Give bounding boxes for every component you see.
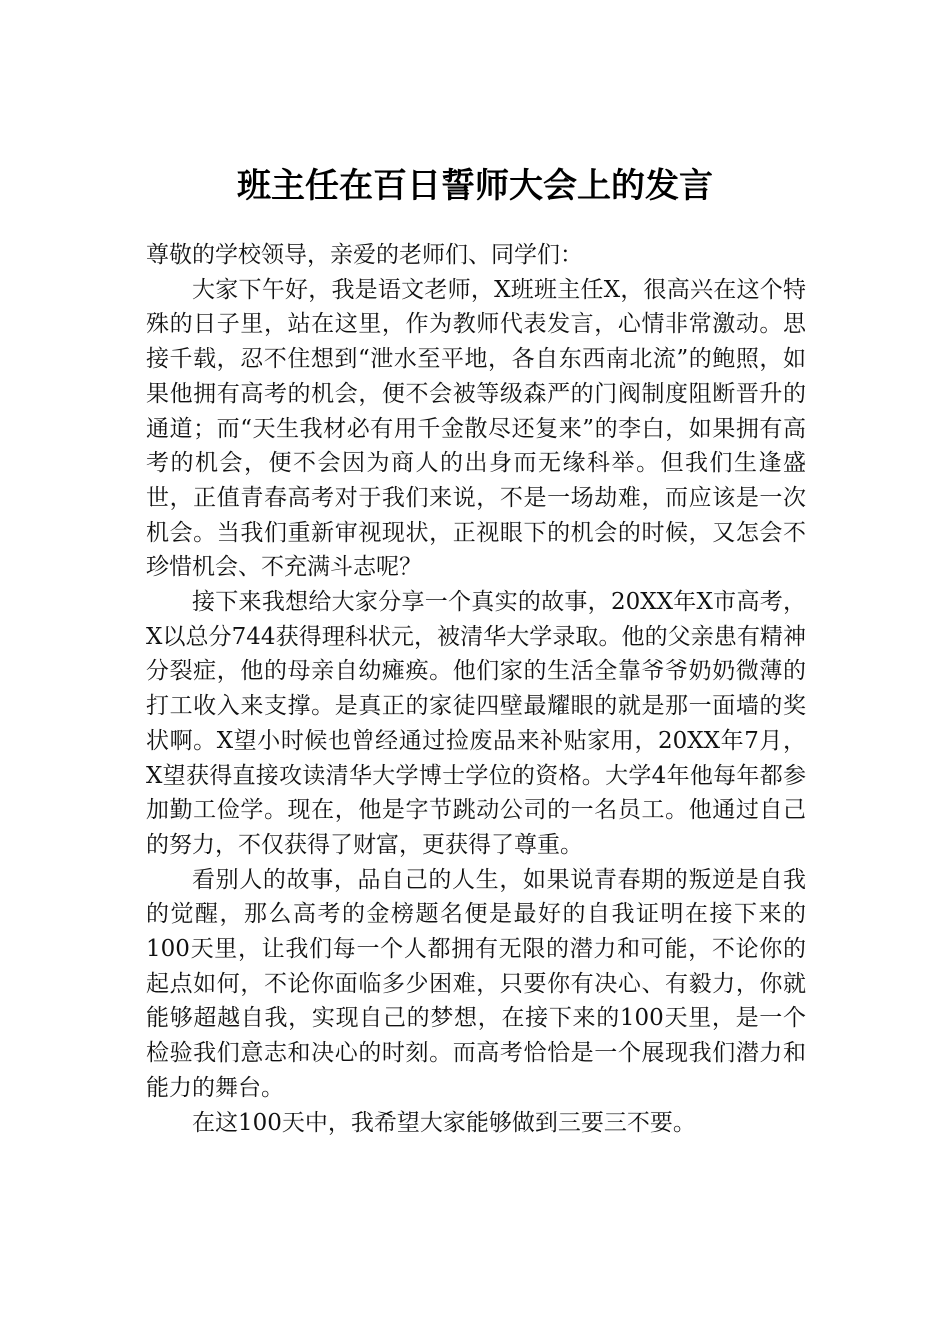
document-body <box>146 238 806 1140</box>
paragraph-4: 在这100天中，我希望大家能够做到三要三不要。 <box>192 1109 696 1136</box>
paragraph-1: 大家下午好，我是语文老师，X班班主任X，很高兴在这个特殊的日子里，站在这里，作为教师代表发言，心情非常激动。思接千载，忍不住想到“泄水至平地，各自东西南北流”的鲍照，如果他拥有高考的机会，便不会被等级森严的门阀制度阻断晋升的通道；而“天生我材必有用千金散尽还复来”的李白，如果拥有高考的机会，便不会因为商人的出身而无缘科举。但我们生逢盛世，正值青春高考对于我们来说，不是一场劫难，而应该是一次机会。当我们重新审视现状，正视眼下的机会的时候，又怎会不珍惜机会、不充满斗志呢？ <box>146 276 806 581</box>
greeting-line: 尊敬的学校领导，亲爱的老师们、同学们： <box>146 242 583 268</box>
paragraph-3: 看别人的故事，品自己的人生，如果说青春期的叛逆是自我的觉醒，那么高考的金榜题名便是最好的自我证明在接下来的100天里，让我们每一个人都拥有无限的潜力和可能，不论你的起点如何，不论你面临多少困难，只要你有决心、有毅力，你就能够超越自我，实现自己的梦想，在接下来的100天里，是一个检验我们意志和决心的时刻。而高考恰恰是一个展现我们潜力和能力的舞台。 <box>146 866 806 1101</box>
paragraph-2: 接下来我想给大家分享一个真实的故事，20XX年X市高考，X以总分744获得理科状元，被清华大学录取。他的父亲患有精神分裂症，他的母亲自幼瘫痪。他们家的生活全靠爷爷奶奶微薄的打工收入来支撑。是真正的家徒四壁最耀眼的就是那一面墙的奖状啊。X望小时候也曾经通过捡废品来补贴家用，20XX年7月，X望获得直接攻读清华大学博士学位的资格。大学4年他每年都参加勤工俭学。现在，他是字节跳动公司的一名员工。他通过自己的努力，不仅获得了财富，更获得了尊重。 <box>146 589 806 858</box>
document-title: 班主任在百日誓师大会上的发言 <box>237 166 713 206</box>
